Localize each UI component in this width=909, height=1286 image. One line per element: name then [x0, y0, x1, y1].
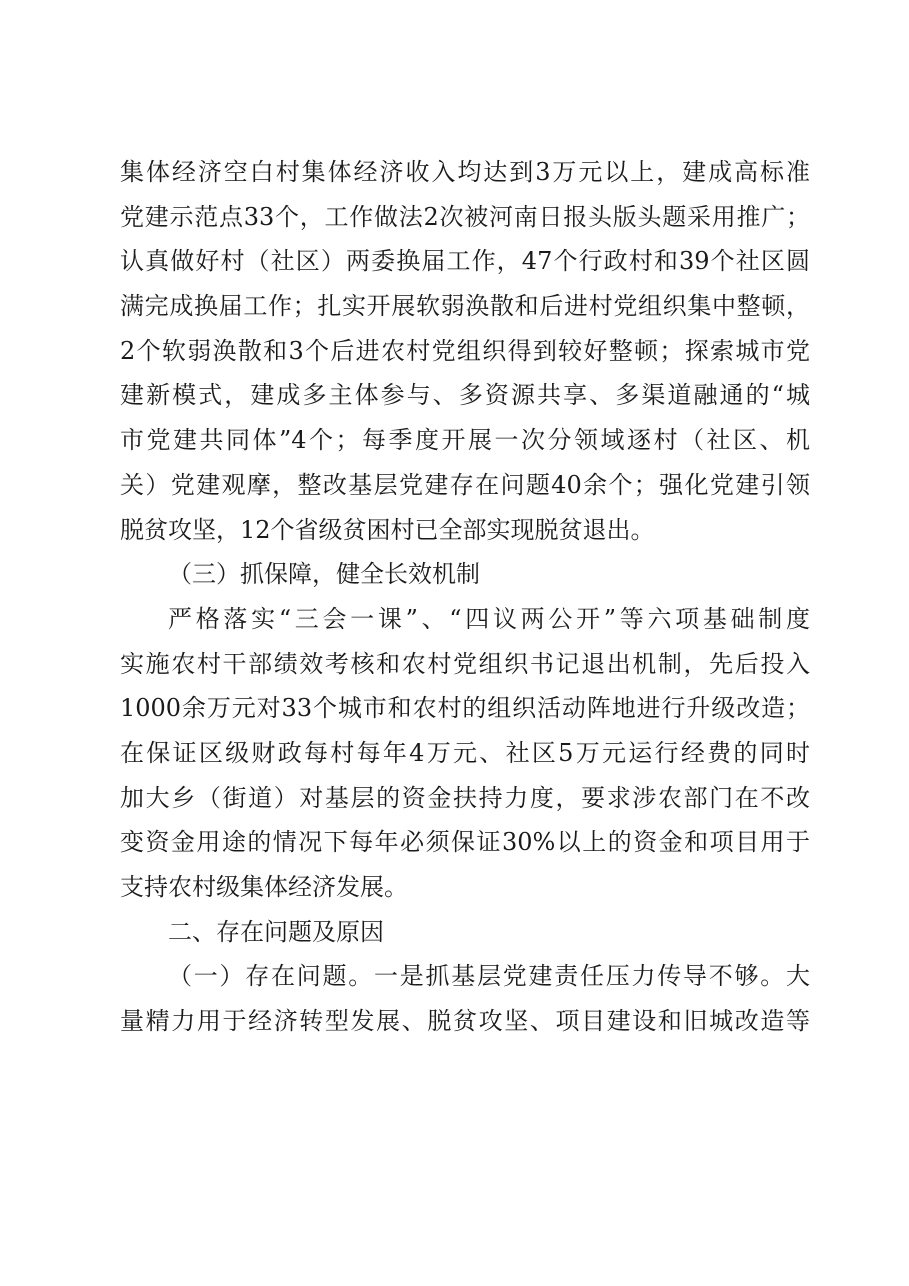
text-line: 实施农村干部绩效考核和农村党组织书记退出机制，先后投入 — [120, 649, 810, 678]
text-line: 支持农村级集体经济发展。 — [120, 873, 408, 901]
text-line: 市党建共同体”4个；每季度开展一次分领域逐村（社区、机 — [120, 426, 810, 455]
text-line: 加大乡（街道）对基层的资金扶持力度，要求涉农部门在不改 — [120, 783, 810, 812]
text-line: 关）党建观摩，整改基层党建存在问题40余个；强化党建引领 — [120, 470, 810, 499]
text-line: （三）抓保障，健全长效机制 — [168, 560, 480, 589]
text-line: 量精力用于经济转型发展、脱贫攻坚、项目建设和旧城改造等 — [120, 1007, 810, 1036]
text-line: 二、存在问题及原因 — [168, 917, 384, 946]
text-line: 变资金用途的情况下每年必须保证30%以上的资金和项目用于 — [120, 828, 810, 857]
text-line: 党建示范点33个，工作做法2次被河南日报头版头题采用推广； — [120, 202, 810, 231]
text-line: 脱贫攻坚，12个省级贫困村已全部实现脱贫退出。 — [120, 515, 655, 544]
text-line: 在保证区级财政每村每年4万元、社区5万元运行经费的同时 — [120, 738, 810, 767]
text-line: （一）存在问题。一是抓基层党建责任压力传导不够。大 — [168, 962, 810, 991]
text-line: 满完成换届工作；扎实开展软弱涣散和后进村党组织集中整顿， — [120, 292, 810, 321]
body-text — [120, 150, 810, 1044]
text-line: 认真做好村（社区）两委换届工作，47个行政村和39个社区圆 — [120, 247, 810, 276]
text-line: 1000余万元对33个城市和农村的组织活动阵地进行升级改造； — [120, 694, 810, 723]
text-line: 建新模式，建成多主体参与、多资源共享、多渠道融通的“城 — [120, 381, 810, 410]
text-line: 严格落实“三会一课”、“四议两公开”等六项基础制度 — [168, 604, 810, 633]
text-line: 集体经济空白村集体经济收入均达到3万元以上，建成高标准 — [120, 158, 810, 186]
text-line: 2个软弱涣散和3个后进农村党组织得到较好整顿；探索城市党 — [120, 336, 810, 365]
